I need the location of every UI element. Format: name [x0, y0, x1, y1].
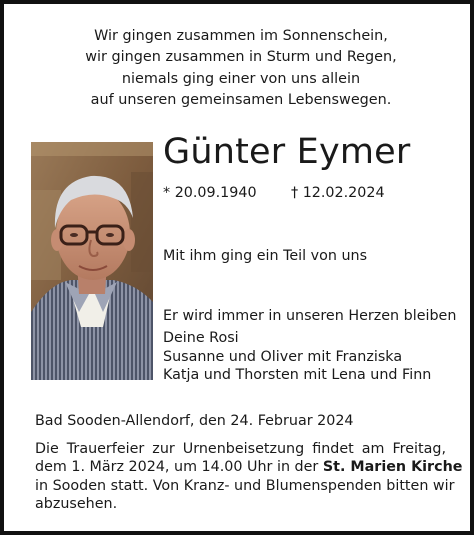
memorial-line: Er wird immer in unseren Herzen bleiben [163, 308, 457, 324]
death-date: † 12.02.2024 [291, 185, 385, 201]
mourners-list [163, 329, 431, 385]
memorial-line: Mit ihm ging ein Teil von uns [163, 248, 368, 264]
poem [4, 26, 474, 112]
poem-line: wir gingen zusammen in Sturm und Regen, [85, 49, 397, 66]
service-text: dem 1. März 2024, um 14.00 Uhr in der [35, 459, 323, 476]
funeral-notice [35, 440, 463, 514]
birth-date: * 20.09.1940 [163, 185, 257, 201]
poem-line: Wir gingen zusammen im Sonnenschein, [94, 28, 388, 44]
service-line: Die Trauerfeier zur Urnenbeisetzung findet am Freitag, [35, 441, 446, 457]
mourner: Katja und Thorsten mit Lena und Finn [163, 367, 432, 383]
poem-line: auf unseren gemeinsamen Lebenswegen. [90, 92, 392, 109]
place-date: Bad Sooden-Allendorf, den 24. Februar 2024 [35, 413, 354, 429]
deceased-name: Günter Eymer [163, 132, 411, 172]
service-line: in Sooden statt. Von Kranz- und Blumenspenden bitten wir [35, 477, 455, 494]
poem-line: niemals ging einer von uns allein [121, 70, 361, 87]
mourner: Susanne und Oliver mit Franziska [163, 348, 403, 365]
mourner: Deine Rosi [163, 330, 239, 346]
service-line [35, 458, 463, 476]
church-name: St. Marien Kirche [322, 459, 463, 476]
service-line: abzusehen. [35, 496, 118, 513]
portrait-photo [31, 142, 153, 380]
